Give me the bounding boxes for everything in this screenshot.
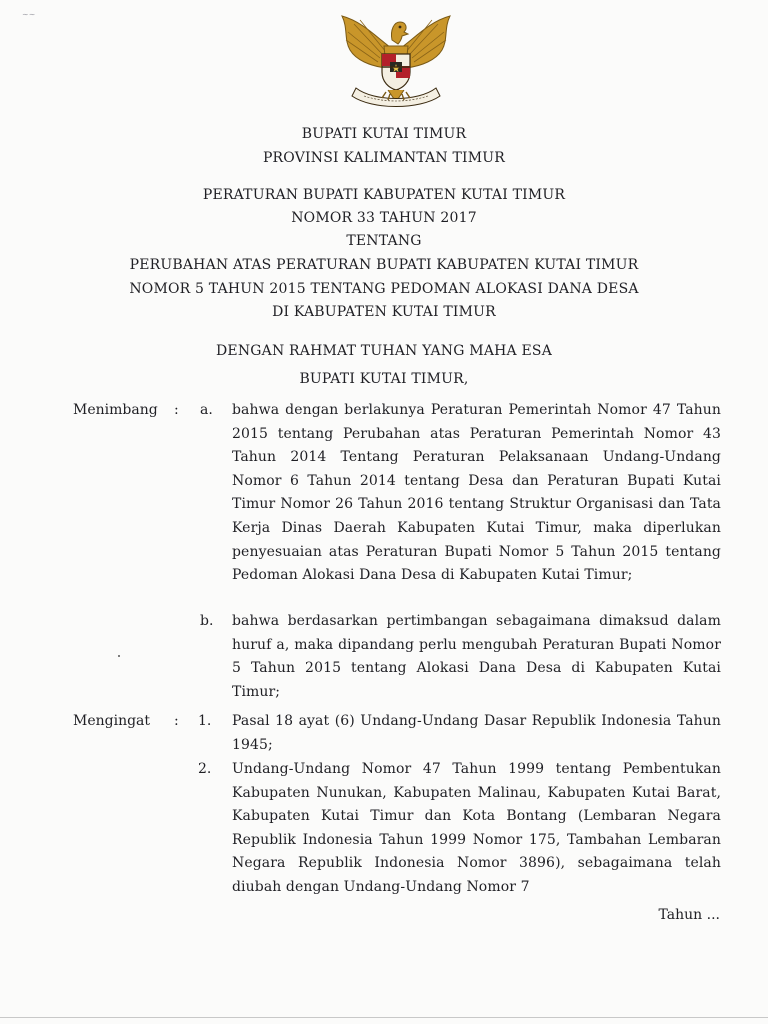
mengingat-colon: : — [174, 713, 179, 729]
header-line-1: BUPATI KUTAI TIMUR — [301, 126, 467, 142]
page-continuation: Tahun ... — [658, 907, 720, 923]
menimbang-colon: : — [174, 402, 179, 418]
menimbang-marker-b: b. — [200, 613, 214, 629]
title-line-1: PERATURAN BUPATI KABUPATEN KUTAI TIMUR — [202, 187, 566, 203]
menimbang-marker-a: a. — [200, 402, 213, 418]
mengingat-item-2: Undang-Undang Nomor 47 Tahun 1999 tentang Pembentukan Kabupaten Nunukan, Kabupaten Malinau, Kabupaten Kutai Barat, Kabupaten Kutai Timur dan Kota Bontang (Lembaran Negara Republik Indonesia Tahun 1999 Nomor 175, Tambahan Lembaran Negara Republik Indonesia Nomor 3896), sebagaimana telah diubah dengan Undang-Undang Nomor 7 — [232, 761, 721, 895]
menimbang-item-a: bahwa dengan berlakunya Peraturan Pemerintah Nomor 47 Tahun 2015 tentang Perubahan atas Peraturan Pemerintah Nomor 43 Tahun 2014 Tentang Peraturan Pelaksanaan Undang-Undang Nomor 6 Tahun 2014 tentang Desa dan Peraturan Bupati Kutai Timur Nomor 26 Tahun 2016 tentang Struktur Organisasi dan Tata Kerja Dinas Daerah Kabupaten Kutai Timur, maka diperlukan penyesuaian atas Peraturan Bupati Nomor 5 Tahun 2015 tentang Pedoman Alokasi Dana Desa di Kabupaten Kutai Timur; — [232, 402, 721, 584]
mengingat-marker-2: 2. — [198, 761, 212, 777]
preamble-line-2: BUPATI KUTAI TIMUR, — [299, 371, 469, 387]
title-line-4: PERUBAHAN ATAS PERATURAN BUPATI KABUPATEN KUTAI TIMUR — [129, 257, 639, 273]
mengingat-marker-1: 1. — [198, 713, 212, 729]
garuda-pancasila-emblem — [334, 10, 458, 112]
header-line-2: PROVINSI KALIMANTAN TIMUR — [262, 150, 506, 166]
scan-mark: ∼∼ — [22, 10, 36, 19]
mengingat-label: Mengingat — [73, 713, 151, 729]
mengingat-item-1: Pasal 18 ayat (6) Undang-Undang Dasar Republik Indonesia Tahun 1945; — [232, 713, 721, 753]
scan-speck — [118, 655, 120, 657]
menimbang-item-b: bahwa berdasarkan pertimbangan sebagaimana dimaksud dalam huruf a, maka dipandang perlu mengubah Peraturan Bupati Nomor 5 Tahun 2015 tentang Alokasi Dana Desa di Kabupaten Kutai Timur; — [232, 613, 721, 700]
title-line-5: NOMOR 5 TAHUN 2015 TENTANG PEDOMAN ALOKASI DANA DESA — [129, 281, 639, 297]
title-line-6: DI KABUPATEN KUTAI TIMUR — [272, 304, 496, 320]
preamble-line-1: DENGAN RAHMAT TUHAN YANG MAHA ESA — [215, 343, 553, 359]
title-line-3: TENTANG — [346, 233, 422, 249]
menimbang-label: Menimbang — [73, 402, 158, 418]
title-line-2: NOMOR 33 TAHUN 2017 — [291, 210, 477, 226]
page-edge — [0, 1017, 768, 1018]
